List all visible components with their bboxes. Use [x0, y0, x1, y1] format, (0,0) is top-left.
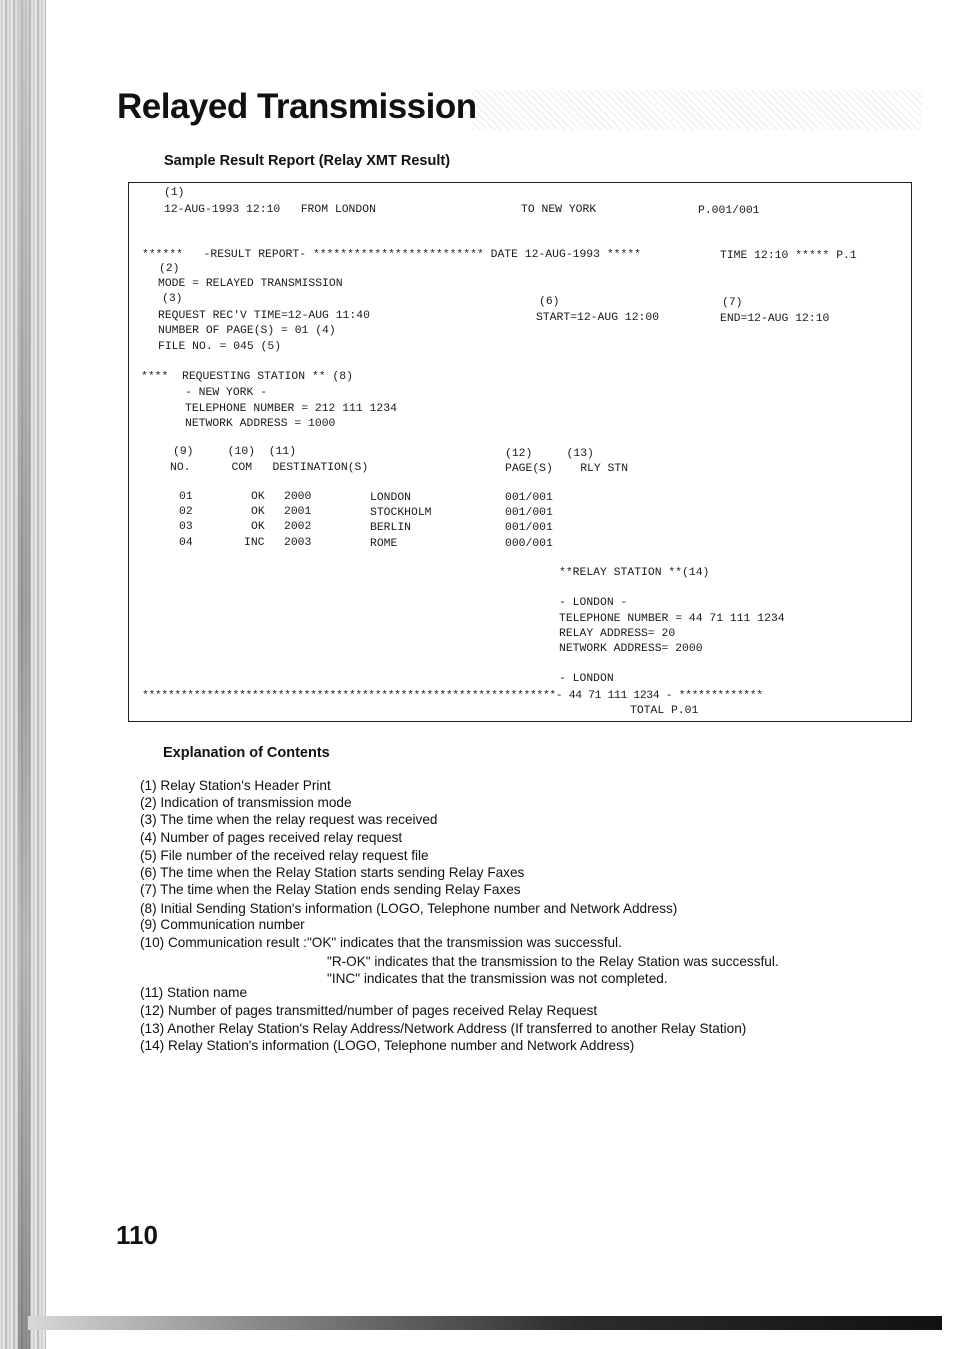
report-line: **RELAY STATION **(14): [559, 567, 710, 579]
explanation-heading: Explanation of Contents: [163, 745, 330, 761]
report-line: (1): [164, 187, 185, 199]
list-item: (4) Number of pages received relay request: [140, 830, 403, 845]
title-texture: [472, 90, 922, 130]
report-line: MODE = RELAYED TRANSMISSION: [158, 278, 343, 290]
binding-shadow: [18, 0, 30, 1349]
column-headers: PAGE(S) RLY STN: [505, 463, 629, 475]
row-pages: 001/001: [505, 507, 553, 519]
report-line: FILE NO. = 045 (5): [158, 341, 282, 353]
list-item: (8) Initial Sending Station's information (LOGO, Telephone number and Network Address): [140, 901, 678, 916]
report-line: - LONDON: [559, 673, 614, 685]
report-line: TO NEW YORK: [521, 204, 597, 216]
row-com: OK: [251, 491, 265, 503]
list-item: (11) Station name: [140, 985, 248, 1000]
page-number: 110: [116, 1220, 158, 1250]
row-number: 2001: [284, 506, 312, 518]
report-line: START=12-AUG 12:00: [536, 312, 660, 324]
list-item: (1) Relay Station's Header Print: [140, 778, 331, 793]
row-destination: ROME: [370, 538, 398, 550]
list-item: (12) Number of pages transmitted/number of pages received Relay Request: [140, 1003, 598, 1018]
list-item-continuation: "INC" indicates that the transmission was not completed.: [327, 971, 668, 986]
list-item: (14) Relay Station's information (LOGO, Telephone number and Network Address): [140, 1038, 635, 1053]
row-no: 01: [179, 491, 193, 503]
report-line: TELEPHONE NUMBER = 212 111 1234: [185, 403, 397, 415]
section-subtitle: Sample Result Report (Relay XMT Result): [164, 153, 451, 169]
bottom-rule: [28, 1316, 942, 1330]
list-item: (3) The time when the relay request was received: [140, 812, 438, 827]
row-no: 02: [179, 506, 193, 518]
report-line: NUMBER OF PAGE(S) = 01 (4): [158, 325, 336, 337]
list-item-continuation: "R-OK" indicates that the transmission to the Relay Station was successful.: [327, 954, 779, 969]
report-line: - NEW YORK -: [185, 387, 268, 399]
column-number-labels: (9) (10) (11): [173, 446, 297, 458]
report-line: **** REQUESTING STATION ** (8): [141, 371, 353, 383]
list-item: (5) File number of the received relay request file: [140, 848, 429, 863]
row-com: OK: [251, 506, 265, 518]
row-destination: BERLIN: [370, 522, 412, 534]
list-item: (10) Communication result :"OK" indicates that the transmission was successful.: [140, 935, 622, 950]
report-line: 12-AUG-1993 12:10 FROM LONDON: [164, 204, 376, 216]
report-line: (3): [162, 293, 183, 305]
list-item: (9) Communication number: [140, 917, 305, 932]
row-pages: 000/001: [505, 538, 553, 550]
report-line: ****************************************************************- 44 71 111 1234 - *************: [142, 690, 763, 702]
page-title: Relayed Transmission: [117, 87, 477, 126]
row-pages: 001/001: [505, 522, 553, 534]
list-item: (6) The time when the Relay Station starts sending Relay Faxes: [140, 865, 525, 880]
report-line: NETWORK ADDRESS = 1000: [185, 418, 336, 430]
row-pages: 001/001: [505, 492, 553, 504]
row-no: 03: [179, 521, 193, 533]
row-destination: LONDON: [370, 492, 412, 504]
report-line: (2): [159, 263, 180, 275]
column-number-labels: (12) (13): [505, 448, 594, 460]
row-number: 2003: [284, 537, 312, 549]
row-destination: STOCKHOLM: [370, 507, 432, 519]
report-line: TIME 12:10 ***** P.1: [720, 250, 857, 262]
report-line: TELEPHONE NUMBER = 44 71 111 1234: [559, 613, 785, 625]
report-line: - LONDON -: [559, 597, 628, 609]
report-line: (6): [539, 296, 560, 308]
report-line: (7): [722, 297, 743, 309]
report-line: END=12-AUG 12:10: [720, 313, 830, 325]
report-line: RELAY ADDRESS= 20: [559, 628, 676, 640]
list-item: (13) Another Relay Station's Relay Address/Network Address (If transferred to another Relay Station): [140, 1021, 747, 1036]
row-number: 2000: [284, 491, 312, 503]
report-line: ****** -RESULT REPORT- ************************* DATE 12-AUG-1993 *****: [142, 249, 641, 261]
row-com: OK: [251, 521, 265, 533]
column-headers: NO. COM DESTINATION(S): [170, 462, 369, 474]
report-line: NETWORK ADDRESS= 2000: [559, 643, 703, 655]
list-item: (7) The time when the Relay Station ends sending Relay Faxes: [140, 882, 521, 897]
report-line: P.001/001: [698, 205, 760, 217]
report-line: TOTAL P.01: [630, 705, 699, 717]
row-com: INC: [244, 537, 265, 549]
row-no: 04: [179, 537, 193, 549]
list-item: (2) Indication of transmission mode: [140, 795, 352, 810]
row-number: 2002: [284, 521, 312, 533]
report-line: REQUEST REC'V TIME=12-AUG 11:40: [158, 310, 370, 322]
